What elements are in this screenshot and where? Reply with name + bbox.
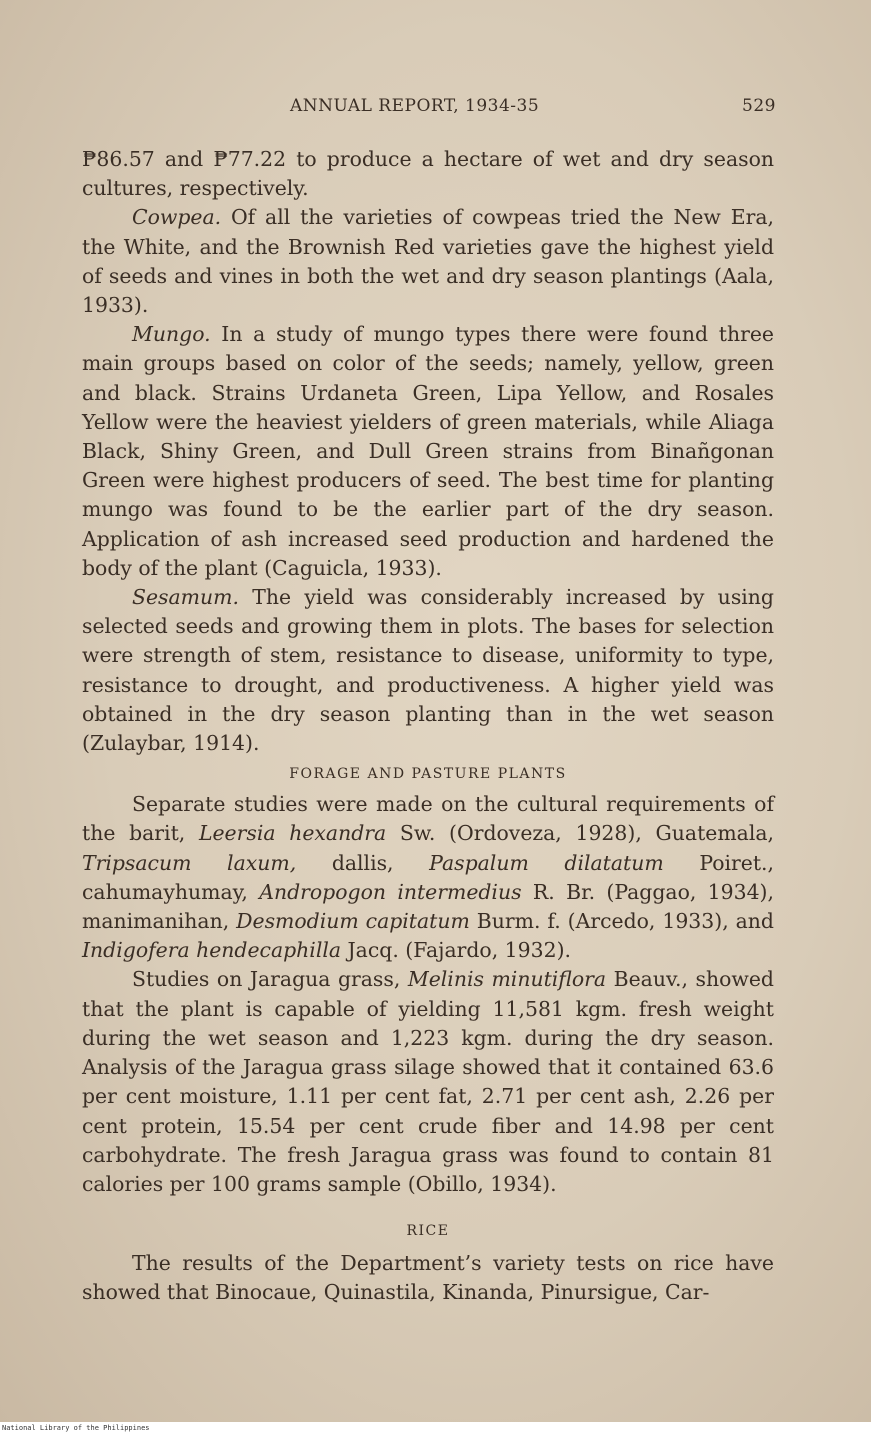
species-melinis: Melinis minutiflora bbox=[407, 967, 607, 992]
cowpea-text: Of all the varieties of cowpeas tried the New Era, the White, and the Brownish Red varieties gave the highest yield of seeds and vines in both the wet and dry season plantings (Aala, 1933). bbox=[82, 205, 774, 318]
forage-text-7: Jacq. (Fajardo, 1932). bbox=[341, 938, 572, 963]
paragraph-continuation: ₱86.57 and ₱77.22 to produce a hectare of wet and dry season cultures, respectively. bbox=[82, 147, 774, 201]
paragraph-cowpea bbox=[82, 203, 774, 320]
species-andropogon: Andropogon intermedius bbox=[259, 879, 522, 904]
species-paspalum: Paspalum dilatatum bbox=[429, 850, 664, 875]
library-credit: National Library of the Philippines bbox=[2, 1424, 150, 1432]
jaragua-text-2: Beauv., showed that the plant is capable of yielding 11,581 kgm. fresh weight during the wet season and 1,223 kgm. during the dry season. Analysis of the Jaragua grass silage showed that it contained 63.6 per cent moisture, 1.11 per cent fat, 2.71 per cent ash, 2.26 per cent protein, 15.54 per cent crude fiber and 14.98 per cent carbohydrate. The fresh Jaragua grass was found to contain 81 calories per 100 grams sample (Obillo, 1934). bbox=[82, 967, 774, 1196]
species-leersia: Leersia hexandra bbox=[198, 821, 387, 846]
section-heading-rice: RICE bbox=[406, 1223, 450, 1240]
section-heading-forage: FORAGE AND PASTURE PLANTS bbox=[289, 766, 567, 783]
term-mungo: Mungo. bbox=[132, 322, 211, 347]
forage-text-4: Poiret., cahumayhumay, bbox=[82, 850, 774, 904]
term-sesamum: Sesamum. bbox=[132, 585, 239, 610]
forage-text-6: Burm. f. (Arcedo, 1933), and bbox=[469, 909, 774, 934]
jaragua-text-1: Studies on Jaragua grass, bbox=[132, 967, 408, 992]
forage-text-2: Sw. (Ordoveza, 1928), Guatemala, bbox=[386, 821, 774, 846]
paragraph-mungo bbox=[82, 320, 774, 583]
species-indigofera: Indigofera hendecaphilla bbox=[82, 938, 342, 963]
running-head: ANNUAL REPORT, 1934-35 bbox=[290, 96, 540, 116]
sesamum-text: The yield was considerably increased by using selected seeds and growing them in plots. The bases for selection were strength of stem, resistance to disease, uniformity to type, resistance to drought, and productiveness. A higher yield was obtained in the dry season planting than in the wet season (Zulaybar, 1914). bbox=[82, 585, 774, 756]
species-tripsacum: Tripsacum laxum, bbox=[82, 850, 297, 875]
species-desmodium: Desmodium capitatum bbox=[236, 909, 470, 934]
body-text bbox=[82, 145, 774, 1308]
page-number: 529 bbox=[742, 96, 776, 116]
paragraph-forage bbox=[82, 790, 774, 965]
paragraph-rice: The results of the Department’s variety tests on rice have showed that Binocaue, Quinastila, Kinanda, Pinursigue, Car- bbox=[82, 1251, 774, 1305]
forage-text-5: R. Br. (Paggao, 1934), manimanihan, bbox=[82, 879, 774, 934]
forage-text-1: Separate studies were made on the cultural requirements of the barit, bbox=[82, 792, 774, 846]
forage-text-3: dallis, bbox=[296, 850, 430, 875]
mungo-text: In a study of mungo types there were found three main groups based on color of the seeds; namely, yellow, green and black. Strains Urdaneta Green, Lipa Yellow, and Rosales Yellow were the heaviest yielders of green materials, while Aliaga Black, Shiny Green, and Dull Green strains from Binañgonan Green were highest producers of seed. The best time for planting mungo was found to be the earlier part of the dry season. Application of ash increased seed production and hardened the body of the plant (Caguicla, 1933). bbox=[82, 322, 774, 580]
paragraph-sesamum bbox=[82, 583, 774, 758]
page-header bbox=[0, 96, 871, 120]
term-cowpea: Cowpea. bbox=[132, 205, 222, 230]
paragraph-jaragua bbox=[82, 965, 774, 1199]
